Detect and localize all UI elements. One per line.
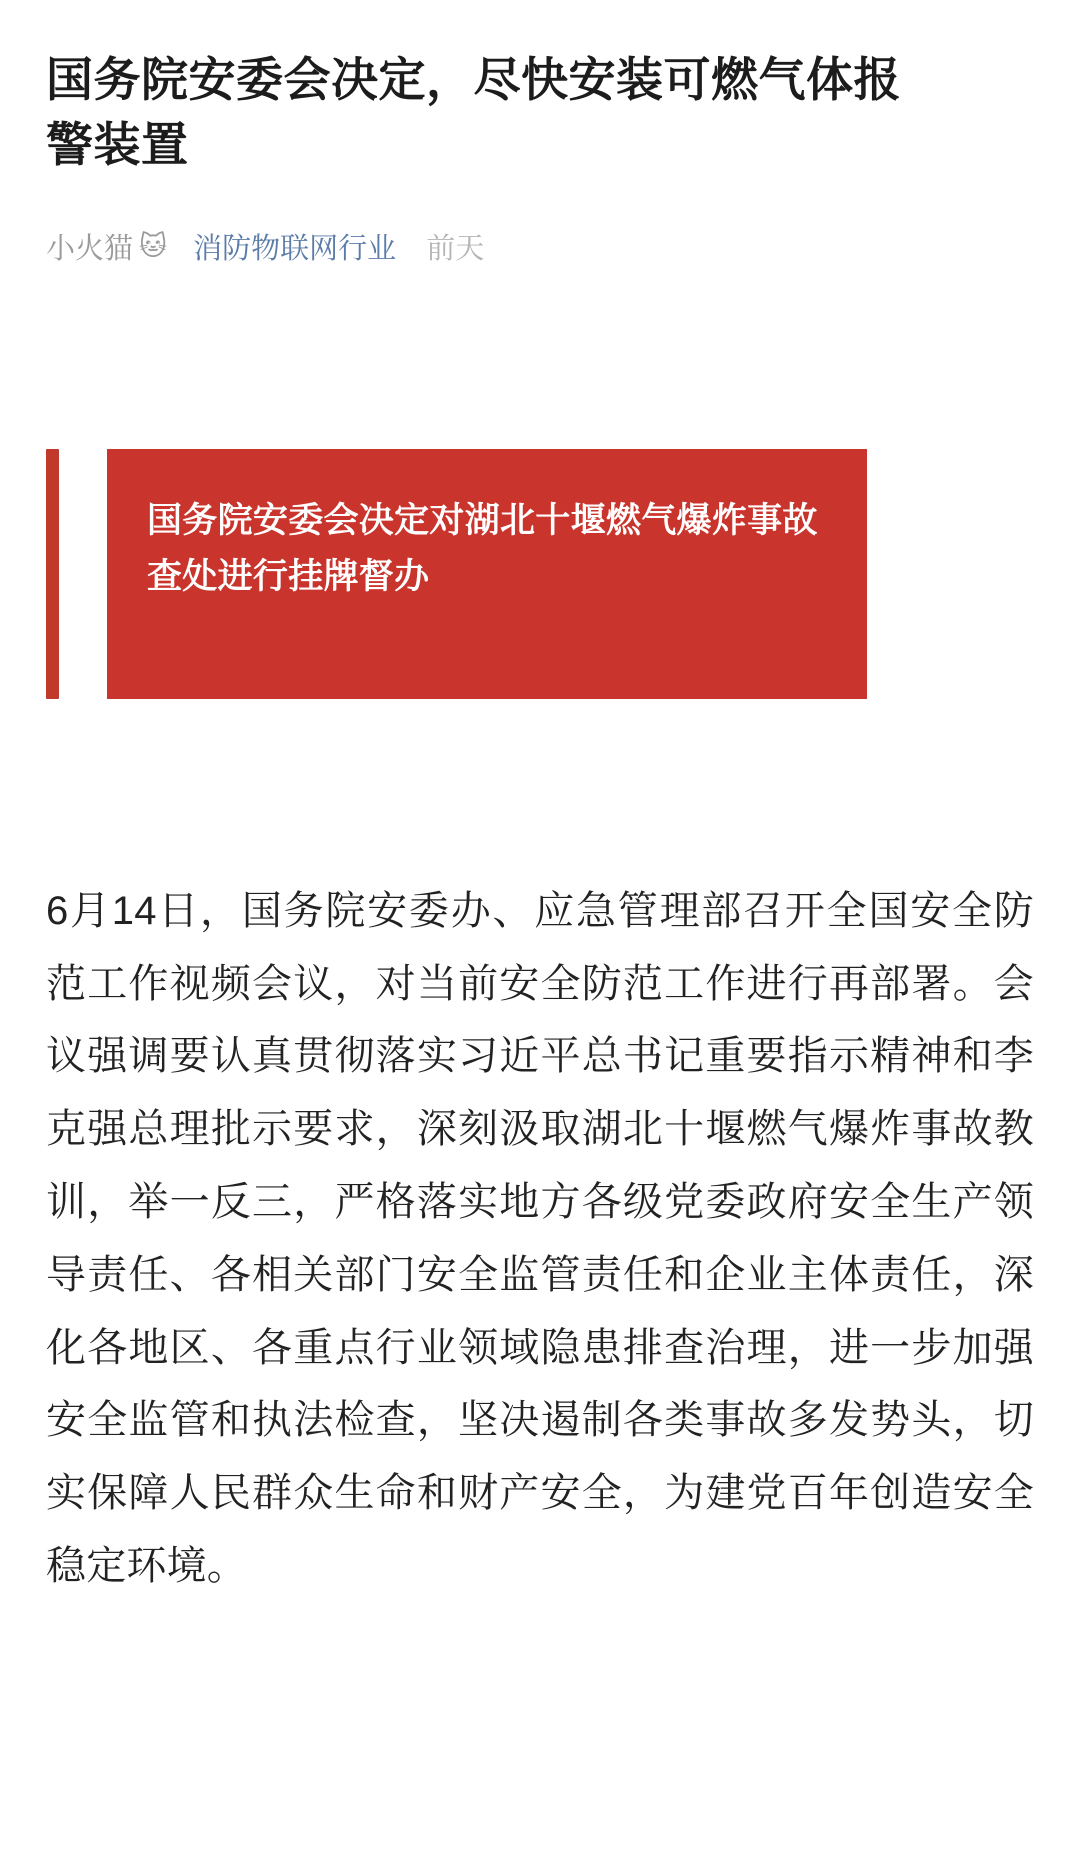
page-title: 国务院安委会决定，尽快安装可燃气体报警装置 bbox=[46, 53, 901, 171]
article-paragraph: 6月14日，国务院安委办、应急管理部召开全国安全防范工作视频会议，对当前安全防范工作进行再部署。会议强调要认真贯彻落实习近平总书记重要指示精神和李克强总理批示要求，深刻汲取湖北十堰燃气爆炸事故教训，举一反三，严格落实地方各级党委政府安全生产领导责任、各相关部门安全监管责任和企业主体责任，深化各地区、各重点行业领域隐患排查治理，进一步加强安全监管和执法检查，坚决遏制各类事故多发势头，切实保障人民群众生命和财产安全，为建党百年创造安全稳定环境。 bbox=[46, 888, 1034, 1588]
article-meta bbox=[46, 226, 1034, 267]
quote-accent-bar bbox=[46, 449, 59, 699]
highlight-quote bbox=[46, 449, 1034, 699]
author-name bbox=[46, 226, 167, 267]
publish-time: 前天 bbox=[426, 232, 485, 265]
cat-icon: 🐱 bbox=[139, 230, 168, 261]
account-link[interactable]: 消防物联网行业 bbox=[193, 232, 397, 265]
quote-text: 国务院安委会决定对湖北十堰燃气爆炸事故查处进行挂牌督办 bbox=[107, 449, 867, 699]
author-label: 小火猫 bbox=[46, 232, 134, 265]
